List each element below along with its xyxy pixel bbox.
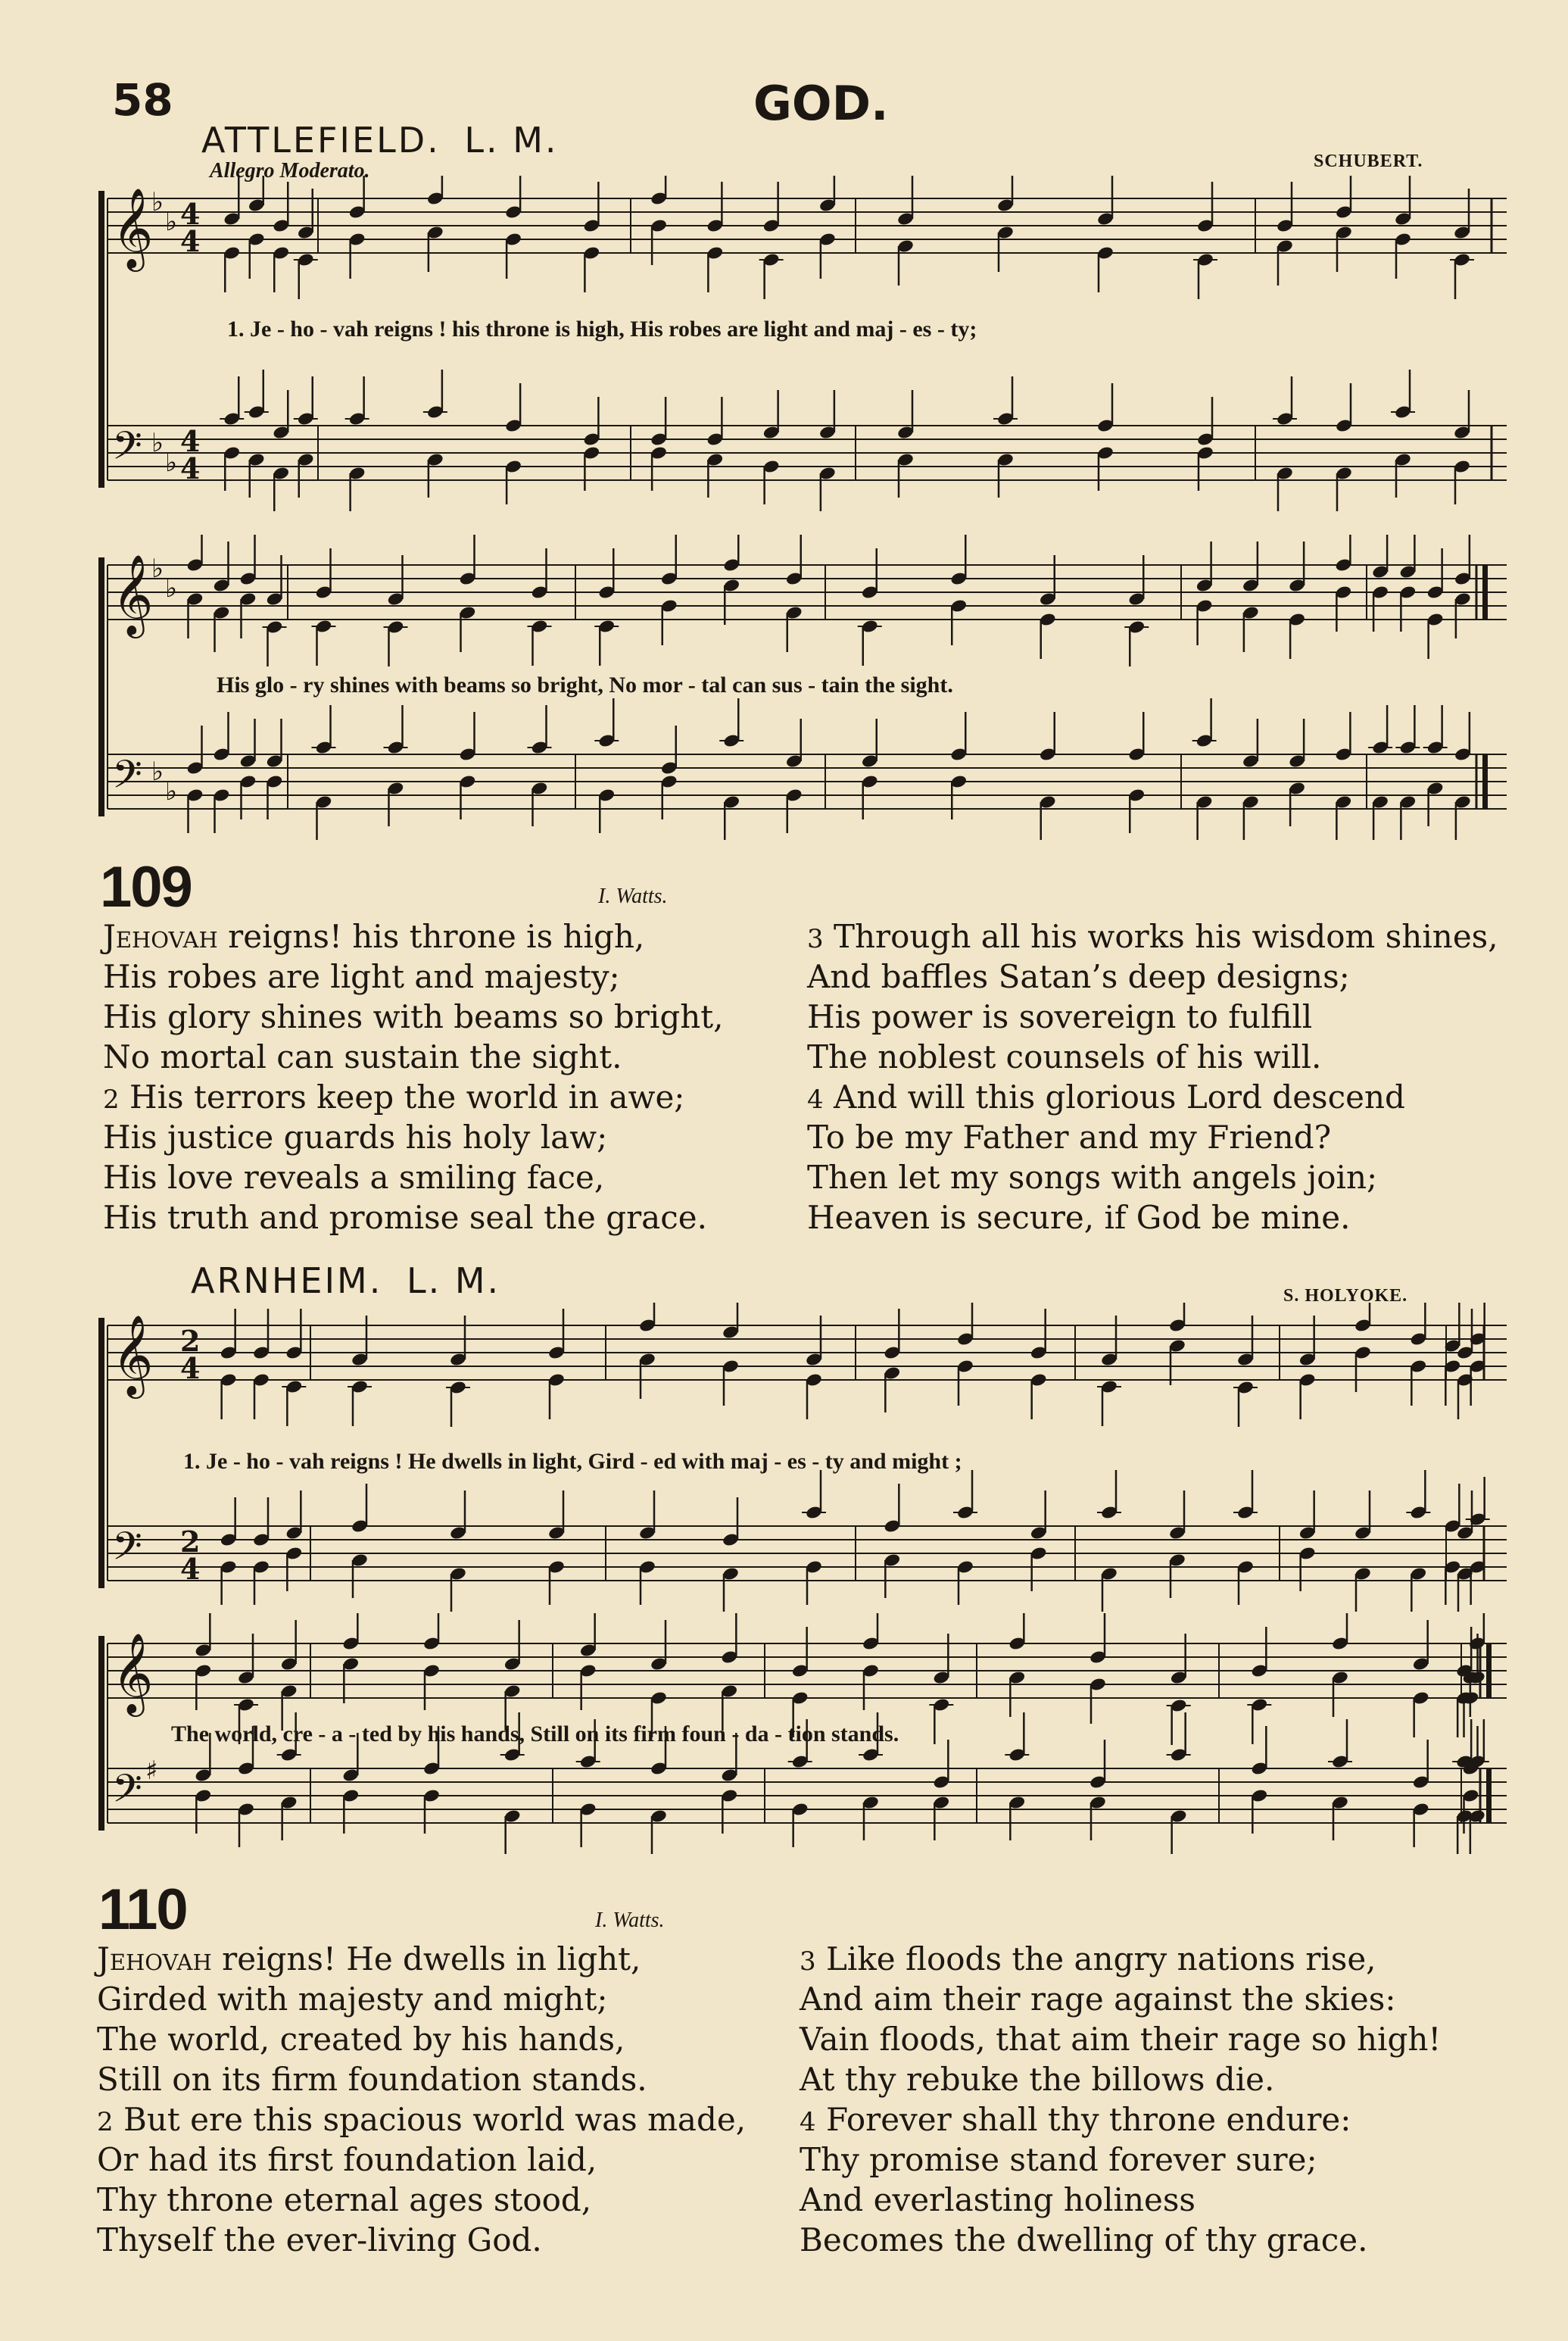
verse-line — [97, 2019, 746, 2059]
lyrics-line: 1. Je - ho - vah reigns ! his throne is high, His robes are light and maj - es - ty; — [227, 317, 977, 342]
verse-line — [97, 1979, 746, 2019]
verse-text: His love reveals a smiling face, — [103, 1159, 605, 1196]
verse-text: His power is sovereign to fulfill — [807, 998, 1313, 1035]
page-number: 58 — [112, 74, 173, 126]
verse-line — [800, 2099, 1441, 2140]
verse-text: His glory shines with beams so bright, — [103, 998, 724, 1035]
verse-line — [103, 1117, 724, 1157]
verse-line — [807, 1157, 1498, 1197]
tune-title — [201, 120, 559, 161]
verse-text: His justice guards his holy law; — [103, 1119, 608, 1156]
verse-line — [800, 1979, 1441, 2019]
verse-text: reigns! his throne is high, — [217, 918, 645, 955]
time-signature: 2 — [180, 1525, 201, 1559]
verse-line — [103, 957, 724, 997]
verse-text: Girded with majesty and might; — [97, 1980, 608, 2018]
verse-line — [97, 1939, 746, 1979]
verse-text: Thy promise stand forever sure; — [800, 2141, 1317, 2178]
verse-text: And aim their rage against the skies: — [800, 1980, 1396, 2018]
hymn-text-right-column — [807, 916, 1498, 1238]
verse-text: The noblest counsels of his will. — [807, 1038, 1322, 1075]
verse-line — [807, 997, 1498, 1037]
verse-text: His truth and promise seal the grace. — [103, 1199, 707, 1236]
tune-name: ATTLEFIELD. — [201, 120, 441, 161]
verse-line — [97, 2180, 746, 2220]
final-barline — [1482, 754, 1488, 809]
verse-line — [807, 1077, 1498, 1117]
verse-text: Becomes the dwelling of thy grace. — [800, 2221, 1368, 2258]
verse-line — [103, 1037, 724, 1077]
bass-clef: 𝄢 — [112, 1765, 142, 1821]
sharp-sign: ♯ — [145, 1756, 158, 1786]
flat-sign: ♭ — [165, 573, 178, 604]
verse-line — [97, 2140, 746, 2180]
verse-line — [103, 1197, 724, 1238]
flat-sign: ♭ — [151, 428, 164, 458]
music-system — [98, 1613, 1514, 1893]
hymn-text-left-column — [97, 1939, 746, 2260]
tune-name: ARNHEIM. — [191, 1260, 383, 1301]
time-signature: 2 — [180, 1324, 201, 1358]
verse-text: His terrors keep the world in awe; — [119, 1078, 685, 1116]
time-signature: 4 — [180, 1351, 201, 1385]
verse-line — [103, 1157, 724, 1197]
verse-text: Like floods the angry nations rise, — [815, 1940, 1376, 1977]
stanza-number: 2 — [103, 1085, 120, 1115]
time-signature: 4 — [180, 224, 201, 258]
flat-sign: ♭ — [165, 776, 178, 807]
system-bracket — [98, 191, 104, 488]
treble-clef: 𝄞 — [112, 187, 154, 268]
bass-clef: 𝄢 — [112, 423, 142, 478]
verse-text: To be my Father and my Friend? — [807, 1119, 1332, 1156]
verse-text: No mortal can sustain the sight. — [103, 1038, 622, 1075]
verse-line — [807, 1197, 1498, 1238]
time-signature: 4 — [180, 1552, 201, 1586]
stanza-number: 3 — [807, 924, 824, 954]
verse-first-word: Jehovah — [103, 918, 218, 955]
final-barline — [1486, 1768, 1492, 1823]
stanza-number: 4 — [800, 2107, 816, 2137]
system-bracket — [98, 1636, 104, 1831]
final-barline — [1486, 1643, 1492, 1698]
bass-clef: 𝄢 — [112, 1523, 142, 1578]
hymn-author: I. Watts. — [598, 885, 668, 908]
stanza-number: 3 — [800, 1946, 816, 1977]
verse-text: At thy rebuke the billows die. — [800, 2061, 1275, 2098]
composer: SCHUBERT. — [1314, 151, 1423, 171]
verse-text: And will this glorious Lord descend — [823, 1078, 1405, 1116]
music-staff-system — [98, 1613, 1514, 1893]
system-bracket — [98, 557, 104, 816]
hymn-number: 110 — [98, 1877, 187, 1942]
treble-clef: 𝄞 — [112, 1632, 154, 1713]
verse-text: Or had its first foundation laid, — [97, 2141, 597, 2178]
music-staff-system — [98, 176, 1514, 532]
verse-text: The world, created by his hands, — [97, 2021, 625, 2058]
verse-line — [800, 2180, 1441, 2220]
lyrics-line: His glo - ry shines with beams so bright, No mor - tal can sus - tain the sight. — [217, 673, 953, 698]
hymn-text-left-column — [103, 916, 724, 1238]
treble-clef: 𝄞 — [112, 1314, 154, 1395]
verse-text: And everlasting holiness — [800, 2181, 1195, 2218]
verse-text: Thyself the ever-living God. — [97, 2221, 542, 2258]
verse-line — [800, 2140, 1441, 2180]
verse-text: Forever shall thy throne endure: — [815, 2101, 1351, 2138]
verse-line — [807, 957, 1498, 997]
verse-line — [97, 2059, 746, 2099]
verse-line — [103, 1077, 724, 1117]
lyrics-line: The world, cre - a - ted by his hands, Still on its firm foun - da - tion stands. — [171, 1721, 899, 1746]
flat-sign: ♭ — [151, 187, 164, 217]
tune-title — [191, 1260, 500, 1301]
verse-line — [800, 2019, 1441, 2059]
verse-line — [97, 2099, 746, 2140]
final-barline — [1482, 565, 1488, 620]
flat-sign: ♭ — [165, 448, 178, 478]
verse-text: But ere this spacious world was made, — [113, 2101, 747, 2138]
verse-text: And baffles Satan’s deep designs; — [807, 958, 1350, 995]
verse-line — [97, 2220, 746, 2260]
tune-meter: L. M. — [464, 120, 559, 161]
verse-text: Thy throne eternal ages stood, — [97, 2181, 592, 2218]
verse-line — [807, 916, 1498, 957]
flat-sign: ♭ — [151, 554, 164, 584]
section-title: GOD. — [753, 76, 889, 131]
stanza-number: 4 — [807, 1085, 824, 1115]
hymn-text-right-column — [800, 1939, 1441, 2260]
verse-text: Vain floods, that aim their rage so high! — [800, 2021, 1442, 2058]
time-signature: 4 — [180, 197, 201, 231]
hymn-number: 109 — [100, 855, 192, 919]
verse-text: reigns! He dwells in light, — [211, 1940, 641, 1977]
verse-text: Through all his works his wisdom shines, — [823, 918, 1498, 955]
verse-line — [103, 916, 724, 957]
composer: S. HOLYOKE. — [1283, 1286, 1408, 1306]
verse-text: Heaven is secure, if God be mine. — [807, 1199, 1351, 1236]
flat-sign: ♭ — [151, 757, 164, 787]
verse-line — [807, 1117, 1498, 1157]
tune-meter: L. M. — [407, 1260, 501, 1301]
verse-text: Still on its firm foundation stands. — [97, 2061, 647, 2098]
verse-line — [800, 1939, 1441, 1979]
verse-line — [800, 2059, 1441, 2099]
verse-line — [800, 2220, 1441, 2260]
lyrics-line: 1. Je - ho - vah reigns ! He dwells in light, Gird - ed with maj - es - ty and might ; — [183, 1449, 962, 1474]
verse-line — [103, 997, 724, 1037]
verse-first-word: Jehovah — [97, 1940, 212, 1977]
system-bracket — [98, 1318, 104, 1588]
hymn-author: I. Watts. — [595, 1909, 665, 1932]
verse-text: His robes are light and majesty; — [103, 958, 620, 995]
stanza-number: 2 — [97, 2107, 114, 2137]
music-system — [98, 176, 1514, 532]
verse-text: Then let my songs with angels join; — [807, 1159, 1378, 1196]
tempo-marking: Allegro Moderato. — [210, 159, 370, 183]
verse-line — [807, 1037, 1498, 1077]
treble-clef: 𝄞 — [112, 554, 154, 635]
bass-clef: 𝄢 — [112, 751, 142, 807]
time-signature: 4 — [180, 424, 201, 458]
time-signature: 4 — [180, 451, 201, 485]
flat-sign: ♭ — [165, 207, 178, 237]
